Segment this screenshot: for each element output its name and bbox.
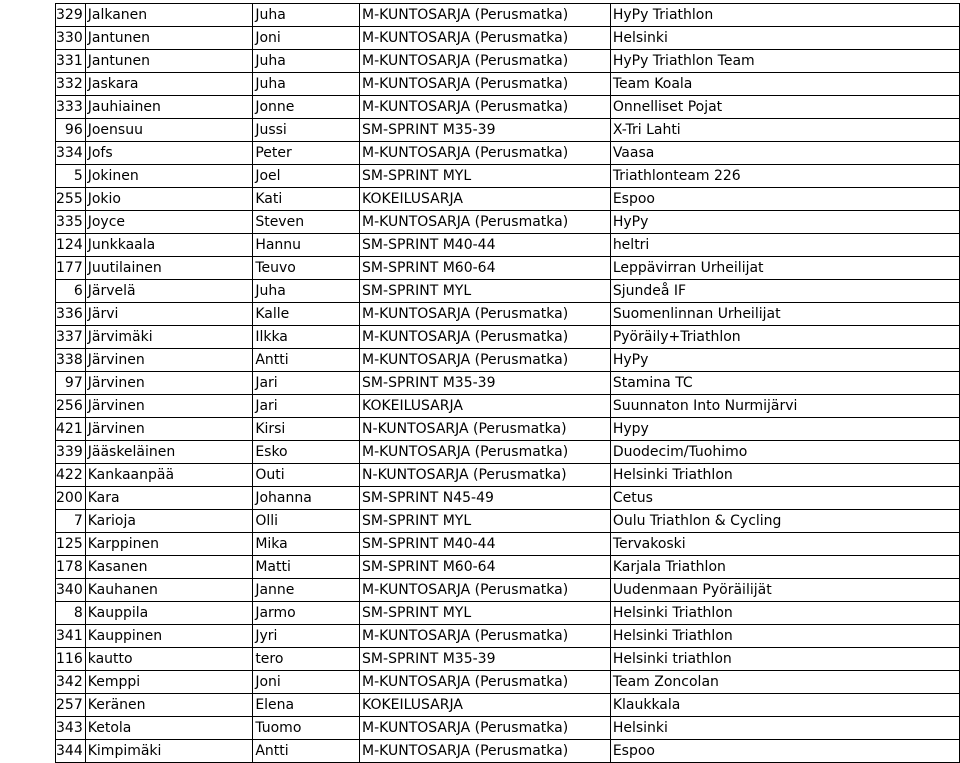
bib-number-cell: 343 <box>56 717 86 740</box>
last-name-cell: Jantunen <box>85 27 253 50</box>
table-row <box>56 579 960 602</box>
table-row <box>56 27 960 50</box>
club-cell: Karjala Triathlon <box>610 556 959 579</box>
bib-number-cell: 97 <box>56 372 86 395</box>
club-cell: Cetus <box>610 487 959 510</box>
first-name-cell: Juha <box>253 50 360 73</box>
last-name-cell: Keränen <box>85 694 253 717</box>
participant-rows <box>56 4 960 763</box>
first-name-cell: Elena <box>253 694 360 717</box>
table-row <box>56 303 960 326</box>
last-name-cell: Kasanen <box>85 556 253 579</box>
bib-number-cell: 337 <box>56 326 86 349</box>
first-name-cell: Peter <box>253 142 360 165</box>
bib-number-cell: 339 <box>56 441 86 464</box>
last-name-cell: Junkkaala <box>85 234 253 257</box>
series-cell: KOKEILUSARJA <box>360 395 611 418</box>
table-row <box>56 234 960 257</box>
last-name-cell: Järvi <box>85 303 253 326</box>
series-cell: KOKEILUSARJA <box>360 694 611 717</box>
bib-number-cell: 257 <box>56 694 86 717</box>
first-name-cell: Kati <box>253 188 360 211</box>
first-name-cell: Olli <box>253 510 360 533</box>
first-name-cell: Tuomo <box>253 717 360 740</box>
bib-number-cell: 331 <box>56 50 86 73</box>
table-row <box>56 73 960 96</box>
first-name-cell: Steven <box>253 211 360 234</box>
series-cell: KOKEILUSARJA <box>360 188 611 211</box>
first-name-cell: Esko <box>253 441 360 464</box>
last-name-cell: Kankaanpää <box>85 464 253 487</box>
bib-number-cell: 338 <box>56 349 86 372</box>
first-name-cell: Juha <box>253 280 360 303</box>
last-name-cell: Kara <box>85 487 253 510</box>
last-name-cell: Jokio <box>85 188 253 211</box>
series-cell: N-KUNTOSARJA (Perusmatka) <box>360 464 611 487</box>
bib-number-cell: 332 <box>56 73 86 96</box>
bib-number-cell: 177 <box>56 257 86 280</box>
last-name-cell: Kemppi <box>85 671 253 694</box>
club-cell: Suunnaton Into Nurmijärvi <box>610 395 959 418</box>
last-name-cell: Jokinen <box>85 165 253 188</box>
series-cell: M-KUNTOSARJA (Perusmatka) <box>360 717 611 740</box>
series-cell: SM-SPRINT MYL <box>360 602 611 625</box>
club-cell: Triathlonteam 226 <box>610 165 959 188</box>
first-name-cell: Joel <box>253 165 360 188</box>
table-row <box>56 165 960 188</box>
first-name-cell: Jonne <box>253 96 360 119</box>
last-name-cell: Järvinen <box>85 418 253 441</box>
last-name-cell: Ketola <box>85 717 253 740</box>
club-cell: HyPy <box>610 211 959 234</box>
first-name-cell: Antti <box>253 740 360 763</box>
table-row <box>56 211 960 234</box>
first-name-cell: Kalle <box>253 303 360 326</box>
series-cell: M-KUNTOSARJA (Perusmatka) <box>360 211 611 234</box>
series-cell: M-KUNTOSARJA (Perusmatka) <box>360 326 611 349</box>
first-name-cell: Teuvo <box>253 257 360 280</box>
participant-table <box>55 3 960 763</box>
table-row <box>56 441 960 464</box>
series-cell: SM-SPRINT N45-49 <box>360 487 611 510</box>
table-row <box>56 740 960 763</box>
club-cell: Tervakoski <box>610 533 959 556</box>
first-name-cell: Jari <box>253 395 360 418</box>
last-name-cell: Karppinen <box>85 533 253 556</box>
bib-number-cell: 7 <box>56 510 86 533</box>
table-row <box>56 510 960 533</box>
last-name-cell: Joyce <box>85 211 253 234</box>
table-row <box>56 556 960 579</box>
club-cell: Pyöräily+Triathlon <box>610 326 959 349</box>
series-cell: M-KUNTOSARJA (Perusmatka) <box>360 671 611 694</box>
club-cell: Hypy <box>610 418 959 441</box>
first-name-cell: Antti <box>253 349 360 372</box>
series-cell: M-KUNTOSARJA (Perusmatka) <box>360 349 611 372</box>
bib-number-cell: 341 <box>56 625 86 648</box>
last-name-cell: Juutilainen <box>85 257 253 280</box>
table-row <box>56 188 960 211</box>
first-name-cell: Jussi <box>253 119 360 142</box>
series-cell: SM-SPRINT MYL <box>360 280 611 303</box>
last-name-cell: Järvinen <box>85 349 253 372</box>
club-cell: Helsinki Triathlon <box>610 464 959 487</box>
last-name-cell: Jantunen <box>85 50 253 73</box>
last-name-cell: Järvimäki <box>85 326 253 349</box>
series-cell: M-KUNTOSARJA (Perusmatka) <box>360 740 611 763</box>
club-cell: Team Koala <box>610 73 959 96</box>
bib-number-cell: 5 <box>56 165 86 188</box>
club-cell: Uudenmaan Pyöräilijät <box>610 579 959 602</box>
series-cell: M-KUNTOSARJA (Perusmatka) <box>360 50 611 73</box>
table-row <box>56 257 960 280</box>
bib-number-cell: 124 <box>56 234 86 257</box>
club-cell: HyPy <box>610 349 959 372</box>
series-cell: N-KUNTOSARJA (Perusmatka) <box>360 418 611 441</box>
last-name-cell: Jalkanen <box>85 4 253 27</box>
last-name-cell: Järvelä <box>85 280 253 303</box>
series-cell: SM-SPRINT MYL <box>360 165 611 188</box>
club-cell: Suomenlinnan Urheilijat <box>610 303 959 326</box>
series-cell: SM-SPRINT M40-44 <box>360 533 611 556</box>
table-row <box>56 280 960 303</box>
table-row <box>56 349 960 372</box>
bib-number-cell: 8 <box>56 602 86 625</box>
last-name-cell: Kimpimäki <box>85 740 253 763</box>
bib-number-cell: 330 <box>56 27 86 50</box>
first-name-cell: Juha <box>253 4 360 27</box>
last-name-cell: Jaskara <box>85 73 253 96</box>
series-cell: SM-SPRINT M35-39 <box>360 372 611 395</box>
series-cell: M-KUNTOSARJA (Perusmatka) <box>360 142 611 165</box>
bib-number-cell: 334 <box>56 142 86 165</box>
club-cell: Onnelliset Pojat <box>610 96 959 119</box>
last-name-cell: Jauhiainen <box>85 96 253 119</box>
bib-number-cell: 344 <box>56 740 86 763</box>
bib-number-cell: 421 <box>56 418 86 441</box>
table-row <box>56 464 960 487</box>
last-name-cell: Järvinen <box>85 395 253 418</box>
last-name-cell: Jofs <box>85 142 253 165</box>
table-row <box>56 50 960 73</box>
last-name-cell: Kauppinen <box>85 625 253 648</box>
bib-number-cell: 336 <box>56 303 86 326</box>
club-cell: Helsinki triathlon <box>610 648 959 671</box>
table-row <box>56 671 960 694</box>
club-cell: Espoo <box>610 188 959 211</box>
table-row <box>56 602 960 625</box>
table-row <box>56 648 960 671</box>
club-cell: Helsinki <box>610 27 959 50</box>
series-cell: M-KUNTOSARJA (Perusmatka) <box>360 73 611 96</box>
first-name-cell: Jyri <box>253 625 360 648</box>
bib-number-cell: 255 <box>56 188 86 211</box>
first-name-cell: Juha <box>253 73 360 96</box>
club-cell: HyPy Triathlon <box>610 4 959 27</box>
first-name-cell: tero <box>253 648 360 671</box>
club-cell: Helsinki Triathlon <box>610 625 959 648</box>
last-name-cell: kautto <box>85 648 253 671</box>
last-name-cell: Järvinen <box>85 372 253 395</box>
first-name-cell: Jari <box>253 372 360 395</box>
series-cell: SM-SPRINT M35-39 <box>360 119 611 142</box>
series-cell: M-KUNTOSARJA (Perusmatka) <box>360 27 611 50</box>
bib-number-cell: 178 <box>56 556 86 579</box>
bib-number-cell: 329 <box>56 4 86 27</box>
bib-number-cell: 256 <box>56 395 86 418</box>
last-name-cell: Jääskeläinen <box>85 441 253 464</box>
bib-number-cell: 6 <box>56 280 86 303</box>
bib-number-cell: 422 <box>56 464 86 487</box>
series-cell: SM-SPRINT M60-64 <box>360 556 611 579</box>
club-cell: Klaukkala <box>610 694 959 717</box>
first-name-cell: Jarmo <box>253 602 360 625</box>
first-name-cell: Joni <box>253 27 360 50</box>
club-cell: heltri <box>610 234 959 257</box>
first-name-cell: Ilkka <box>253 326 360 349</box>
table-row <box>56 326 960 349</box>
table-row <box>56 96 960 119</box>
first-name-cell: Joni <box>253 671 360 694</box>
series-cell: M-KUNTOSARJA (Perusmatka) <box>360 4 611 27</box>
table-row <box>56 487 960 510</box>
table-row <box>56 395 960 418</box>
first-name-cell: Hannu <box>253 234 360 257</box>
club-cell: Leppävirran Urheilijat <box>610 257 959 280</box>
club-cell: Oulu Triathlon & Cycling <box>610 510 959 533</box>
club-cell: Espoo <box>610 740 959 763</box>
first-name-cell: Outi <box>253 464 360 487</box>
club-cell: HyPy Triathlon Team <box>610 50 959 73</box>
bib-number-cell: 335 <box>56 211 86 234</box>
first-name-cell: Kirsi <box>253 418 360 441</box>
first-name-cell: Matti <box>253 556 360 579</box>
club-cell: Stamina TC <box>610 372 959 395</box>
club-cell: X-Tri Lahti <box>610 119 959 142</box>
club-cell: Helsinki <box>610 717 959 740</box>
table-row <box>56 4 960 27</box>
last-name-cell: Karioja <box>85 510 253 533</box>
table-row <box>56 625 960 648</box>
series-cell: SM-SPRINT M60-64 <box>360 257 611 280</box>
table-row <box>56 418 960 441</box>
series-cell: SM-SPRINT M40-44 <box>360 234 611 257</box>
series-cell: M-KUNTOSARJA (Perusmatka) <box>360 96 611 119</box>
bib-number-cell: 200 <box>56 487 86 510</box>
series-cell: SM-SPRINT M35-39 <box>360 648 611 671</box>
bib-number-cell: 342 <box>56 671 86 694</box>
series-cell: M-KUNTOSARJA (Perusmatka) <box>360 579 611 602</box>
last-name-cell: Kauhanen <box>85 579 253 602</box>
last-name-cell: Joensuu <box>85 119 253 142</box>
bib-number-cell: 116 <box>56 648 86 671</box>
bib-number-cell: 340 <box>56 579 86 602</box>
series-cell: M-KUNTOSARJA (Perusmatka) <box>360 303 611 326</box>
club-cell: Helsinki Triathlon <box>610 602 959 625</box>
table-row <box>56 533 960 556</box>
table-row <box>56 694 960 717</box>
bib-number-cell: 333 <box>56 96 86 119</box>
first-name-cell: Mika <box>253 533 360 556</box>
table-row <box>56 717 960 740</box>
table-row <box>56 372 960 395</box>
table-row <box>56 119 960 142</box>
first-name-cell: Johanna <box>253 487 360 510</box>
table-row <box>56 142 960 165</box>
series-cell: SM-SPRINT MYL <box>360 510 611 533</box>
club-cell: Duodecim/Tuohimo <box>610 441 959 464</box>
club-cell: Team Zoncolan <box>610 671 959 694</box>
series-cell: M-KUNTOSARJA (Perusmatka) <box>360 625 611 648</box>
series-cell: M-KUNTOSARJA (Perusmatka) <box>360 441 611 464</box>
club-cell: Vaasa <box>610 142 959 165</box>
bib-number-cell: 125 <box>56 533 86 556</box>
club-cell: Sjundeå IF <box>610 280 959 303</box>
first-name-cell: Janne <box>253 579 360 602</box>
last-name-cell: Kauppila <box>85 602 253 625</box>
bib-number-cell: 96 <box>56 119 86 142</box>
